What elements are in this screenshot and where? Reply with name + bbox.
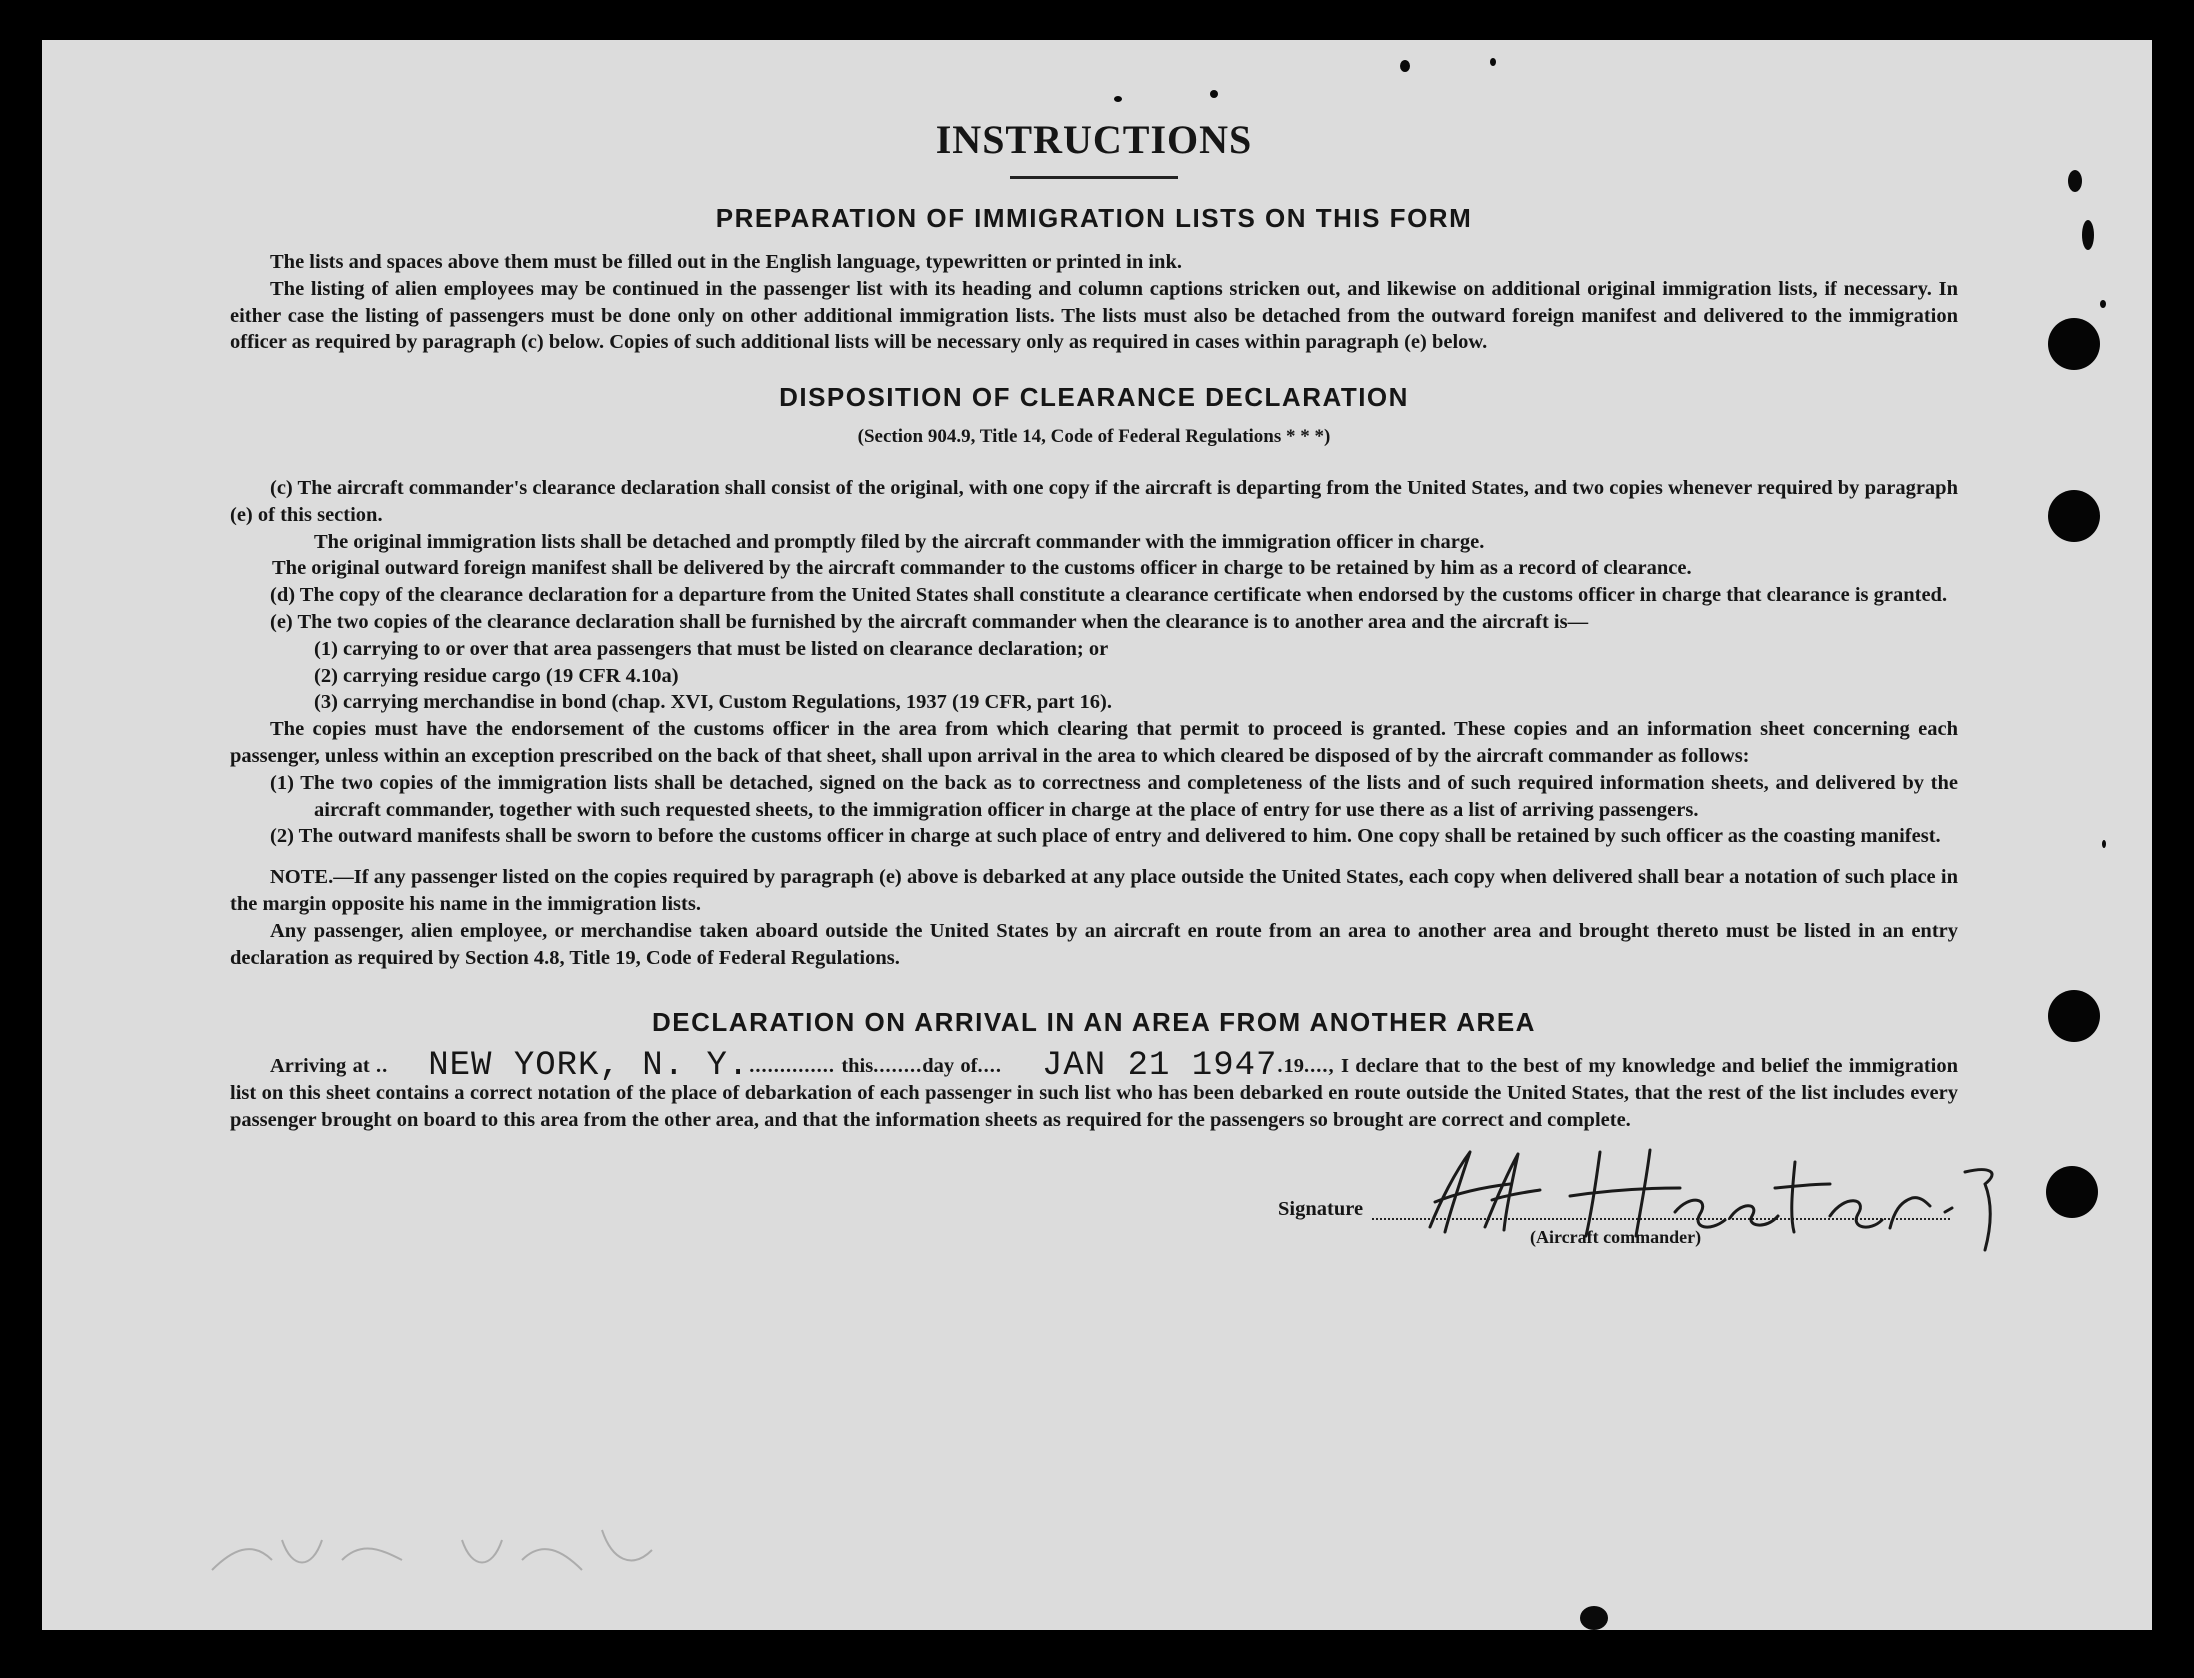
paragraph-c: (c) The aircraft commander's clearance declaration shall consist of the original, with one copy if the aircraft is departing from the United States, and two copies whenever required by paragraph (e) of this section. bbox=[230, 476, 1958, 526]
signature-caption: (Aircraft commander) bbox=[1530, 1226, 1702, 1247]
paragraph-c-immigration-lists: The original immigration lists shall be detached and promptly filed by the aircraft commander with the immigration officer in charge. bbox=[314, 530, 1485, 553]
preparation-paragraph-1: The lists and spaces above them must be filled out in the English language, typewritten or printed in ink. bbox=[270, 251, 1182, 273]
punch-hole-3 bbox=[2048, 990, 2100, 1042]
ink-speck bbox=[1490, 58, 1496, 66]
year-prefix: 19 bbox=[1283, 1055, 1305, 1078]
arriving-label: Arriving at bbox=[270, 1055, 370, 1078]
arrival-port-stamp: NEW YORK, N. Y. bbox=[428, 1047, 750, 1086]
section-subheading-regulation: (Section 904.9, Title 14, Code of Federal Regulations * * *) bbox=[857, 426, 1331, 448]
ink-speck bbox=[1114, 96, 1122, 102]
paragraph-e-item-2: (2) carrying residue cargo (19 CFR 4.10a) bbox=[314, 664, 679, 687]
paragraph-e-item-3: (3) carrying merchandise in bond (chap. XVI, Custom Regulations, 1937 (19 CFR, part 16). bbox=[314, 691, 1112, 714]
page-title: INSTRUCTIONS bbox=[935, 117, 1253, 162]
ink-speck bbox=[2100, 300, 2106, 308]
ink-speck bbox=[1400, 60, 1410, 72]
note-paragraph: NOTE.—If any passenger listed on the copies required by paragraph (e) above is debarked at any place outside the United States, each copy when delivered shall bear a notation of such place in the margin opposite his name in the immigration lists. bbox=[230, 866, 1958, 915]
disposal-item-1: (1) The two copies of the immigration lists shall be detached, signed on the back as to correctness and completeness of the lists and of such required information sheets, and delivered by the aircraft commander, together with such requested sheets, to the immigration officer in charge at the place of entry for use there as a list of arriving passengers. bbox=[270, 771, 1958, 821]
arrival-declaration: Arriving at .. NEW YORK, N. Y............... this........day of.... JAN 21 1947.19...., I declare that to the best of my knowledge and belief the immigration list on this sheet contains a correct notation of the place of debarkation of each passenger in such list who has been debarked en route outside the United States, that the rest of the list includes every passenger brought on board to this area from the other area, and that the information sheets as required for the passengers so brought are correct and complete. bbox=[230, 1047, 1959, 1131]
day-of-label: day of bbox=[922, 1055, 978, 1078]
handwritten-signature bbox=[1400, 1132, 2020, 1252]
paragraph-e: (e) The two copies of the clearance declaration shall be furnished by the aircraft commander when the clearance is to another area and the aircraft is— bbox=[270, 610, 1589, 633]
signature-block bbox=[230, 1158, 1958, 1248]
paragraph-c-outward-manifest: The original outward foreign manifest shall be delivered by the aircraft commander to the customs officer in charge to be retained by him as a record of clearance. bbox=[272, 557, 1692, 580]
punch-hole-4 bbox=[2046, 1166, 2098, 1218]
title-underline bbox=[1010, 176, 1178, 179]
paragraph-copies-endorsement: The copies must have the endorsement of the customs officer in the area from which clearing that permit to proceed is granted. These copies and an information sheet concerning each passenger, unless within an exception prescribed on the back of that sheet, shall upon arrival in the area to which cleared be disposed of by the aircraft commander as follows: bbox=[230, 718, 1958, 767]
ink-speck bbox=[1210, 90, 1218, 98]
ink-speck bbox=[2068, 170, 2082, 192]
any-passenger-paragraph: Any passenger, alien employee, or merchandise taken aboard outside the United States by an aircraft en route from an area to another area and brought thereto must be listed in an entry declaration as required by Section 4.8, Title 19, Code of Federal Regulations. bbox=[230, 919, 1958, 969]
section-heading-preparation: PREPARATION OF IMMIGRATION LISTS ON THIS FORM bbox=[715, 203, 1473, 233]
document-page bbox=[42, 40, 2152, 1630]
section-heading-declaration: DECLARATION ON ARRIVAL IN AN AREA FROM ANOTHER AREA bbox=[652, 1007, 1536, 1038]
preparation-paragraph-2: The listing of alien employees may be continued in the passenger list with its heading and column captions stricken out, and likewise on additional original immigration lists, if necessary. In either case the listing of passengers must be done only on other additional immigration lists. The lists must also be detached from the outward foreign manifest and delivered to the immigration officer as required by paragraph (c) below. Copies of such additional lists will be necessary only as required in cases within paragraph (e) below. bbox=[230, 277, 1958, 354]
paragraph-d: (d) The copy of the clearance declaration for a departure from the United States shall constitute a clearance certificate when endorsed by the customs officer in charge that clearance is granted. bbox=[270, 584, 1948, 607]
bleed-through-marks bbox=[202, 1480, 682, 1600]
signature-label: Signature bbox=[1278, 1197, 1364, 1220]
declaration-text: I declare that to the best of my knowledge and belief the immigration list on this sheet contains a correct notation of the place of debarkation of each passenger in such list who has been debarked en route outside the United States, that the rest of the list includes every passenger brought on board to this area from the other area, and that the information sheets as required for the passengers so brought are correct and complete. bbox=[230, 1055, 1959, 1131]
this-label: this bbox=[841, 1055, 874, 1078]
ink-speck bbox=[2102, 840, 2106, 848]
punch-hole-1 bbox=[2048, 318, 2100, 370]
instructions-document bbox=[230, 118, 1958, 1248]
arrival-date-stamp: JAN 21 1947 bbox=[1041, 1047, 1278, 1086]
paragraph-e-item-1: (1) carrying to or over that area passengers that must be listed on clearance declaration; or bbox=[314, 637, 1109, 660]
ink-speck bbox=[2082, 220, 2094, 250]
ink-speck bbox=[1580, 1606, 1608, 1630]
punch-hole-2 bbox=[2048, 490, 2100, 542]
disposal-item-2: (2) The outward manifests shall be sworn to before the customs officer in charge at such place of entry and delivered to him. One copy shall be retained by such officer as the coasting manifest. bbox=[270, 825, 1941, 848]
section-heading-disposition: DISPOSITION OF CLEARANCE DECLARATION bbox=[779, 382, 1409, 413]
